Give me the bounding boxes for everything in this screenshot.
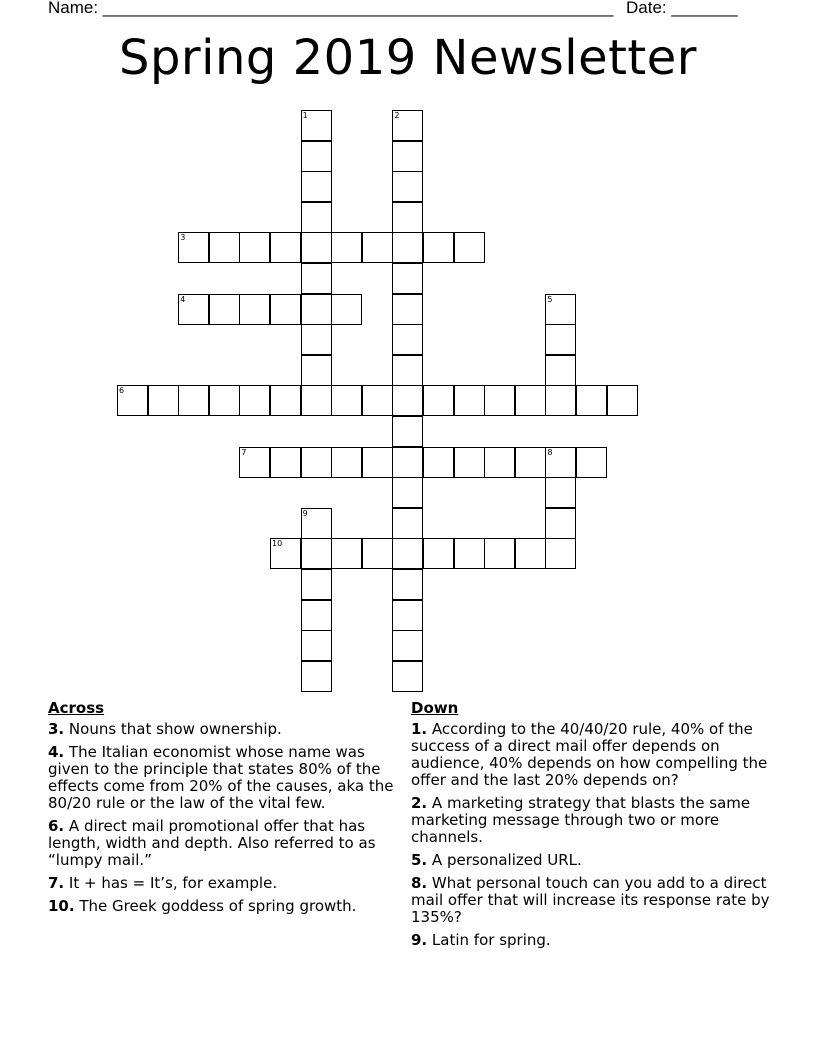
date-field[interactable]: Date: _______ [626, 0, 738, 17]
crossword-cell[interactable] [301, 324, 332, 355]
crossword-cell[interactable] [178, 232, 209, 263]
clue-text: The Italian economist whose name was given to the principle that states 80% of the effects come from 20% of the causes, aka the 80/20 rule or the law of the vital few. [48, 743, 394, 812]
cell-number: 10 [272, 539, 283, 549]
clue-text: What personal touch can you add to a direct mail offer that will increase its response rate by 135%? [411, 874, 770, 926]
clue-across-4 [48, 744, 408, 812]
crossword-cell[interactable] [454, 385, 485, 416]
crossword-cell[interactable] [454, 232, 485, 263]
crossword-cell[interactable] [301, 538, 332, 569]
crossword-cell[interactable] [239, 447, 270, 478]
crossword-cell[interactable] [545, 294, 576, 325]
crossword-cell[interactable] [331, 538, 362, 569]
crossword-cell[interactable] [301, 385, 332, 416]
crossword-cell[interactable] [178, 294, 209, 325]
crossword-cell[interactable] [545, 477, 576, 508]
crossword-cell[interactable] [392, 110, 423, 141]
crossword-cell[interactable] [270, 538, 301, 569]
crossword-cell[interactable] [545, 538, 576, 569]
crossword-cell[interactable] [454, 447, 485, 478]
clue-text: The Greek goddess of spring growth. [79, 897, 357, 915]
crossword-cell[interactable] [209, 294, 240, 325]
crossword-cell[interactable] [331, 232, 362, 263]
crossword-cell[interactable] [270, 385, 301, 416]
name-field[interactable]: Name: ______________________________________________________ [48, 0, 614, 17]
crossword-cell[interactable] [148, 385, 179, 416]
crossword-cell[interactable] [301, 171, 332, 202]
cell-number: 6 [119, 386, 125, 396]
down-clues [411, 700, 771, 955]
crossword-cell[interactable] [484, 447, 515, 478]
crossword-cell[interactable] [239, 232, 270, 263]
crossword-cell[interactable] [301, 202, 332, 233]
clue-number: 1. [411, 720, 428, 738]
across-clues [48, 700, 408, 921]
cell-number: 3 [180, 233, 186, 243]
crossword-cell[interactable] [392, 385, 423, 416]
clue-down-1 [411, 721, 771, 789]
crossword-cell[interactable] [392, 630, 423, 661]
crossword-cell[interactable] [545, 324, 576, 355]
crossword-cell[interactable] [484, 538, 515, 569]
cell-number: 1 [302, 111, 308, 120]
crossword-cell[interactable] [607, 385, 638, 416]
clue-text: It + has = It’s, for example. [68, 874, 278, 892]
crossword-cell[interactable] [545, 508, 576, 539]
crossword-cell[interactable] [423, 232, 454, 263]
crossword-cell[interactable] [117, 385, 148, 416]
clue-down-8 [411, 875, 771, 926]
cell-number: 8 [547, 447, 553, 457]
clue-number: 7. [48, 874, 65, 892]
crossword-cell[interactable] [423, 447, 454, 478]
crossword-cell[interactable] [301, 110, 332, 141]
crossword-cell[interactable] [301, 661, 332, 692]
clue-text: According to the 40/40/20 rule, 40% of the success of a direct mail offer depends on audience, 40% depends on how compelling the offer and the last 20% depends on? [411, 720, 768, 789]
crossword-cell[interactable] [392, 263, 423, 294]
crossword-cell[interactable] [392, 477, 423, 508]
page-title: Spring 2019 Newsletter [118, 30, 698, 86]
crossword-cell[interactable] [301, 569, 332, 600]
clue-number: 4. [48, 743, 65, 761]
crossword-cell[interactable] [270, 447, 301, 478]
crossword-cell[interactable] [331, 447, 362, 478]
clue-number: 2. [411, 794, 428, 812]
cell-number: 7 [241, 447, 247, 457]
crossword-cell[interactable] [392, 600, 423, 631]
crossword-cell[interactable] [270, 232, 301, 263]
crossword-cell[interactable] [270, 294, 301, 325]
crossword-cell[interactable] [545, 447, 576, 478]
clue-number: 10. [48, 897, 75, 915]
across-heading: Across [48, 699, 105, 717]
clue-text: Latin for spring. [431, 931, 551, 949]
crossword-cell[interactable] [362, 385, 393, 416]
crossword-cell[interactable] [392, 569, 423, 600]
crossword-cell[interactable] [301, 263, 332, 294]
crossword-cell[interactable] [392, 171, 423, 202]
cell-number: 5 [547, 294, 553, 304]
cell-number: 2 [394, 111, 400, 120]
crossword-cell[interactable] [484, 385, 515, 416]
crossword-cell[interactable] [392, 141, 423, 172]
crossword-cell[interactable] [423, 538, 454, 569]
clue-across-10 [48, 898, 408, 915]
crossword-cell[interactable] [239, 294, 270, 325]
crossword-cell[interactable] [392, 447, 423, 478]
clue-number: 3. [48, 720, 65, 738]
crossword-cell[interactable] [545, 385, 576, 416]
crossword-cell[interactable] [515, 385, 546, 416]
clue-text: A marketing strategy that blasts the same marketing message through two or more channels. [411, 794, 751, 846]
crossword-cell[interactable] [301, 508, 332, 539]
crossword-cell[interactable] [515, 538, 546, 569]
crossword-cell[interactable] [362, 447, 393, 478]
crossword-cell[interactable] [423, 385, 454, 416]
clue-across-6 [48, 818, 408, 869]
crossword-cell[interactable] [239, 385, 270, 416]
crossword-cell[interactable] [301, 600, 332, 631]
crossword-cell[interactable] [515, 447, 546, 478]
crossword-cell[interactable] [392, 324, 423, 355]
clue-text: Nouns that show ownership. [68, 720, 282, 738]
clue-down-9 [411, 932, 771, 949]
crossword-cell[interactable] [454, 538, 485, 569]
clue-across-3 [48, 721, 408, 738]
crossword-cell[interactable] [392, 661, 423, 692]
crossword-cell[interactable] [301, 447, 332, 478]
crossword-cell[interactable] [392, 508, 423, 539]
clue-number: 6. [48, 817, 65, 835]
crossword-cell[interactable] [362, 232, 393, 263]
clue-down-5 [411, 852, 771, 869]
clue-number: 9. [411, 931, 428, 949]
crossword-cell[interactable] [576, 385, 607, 416]
crossword-cell[interactable] [178, 385, 209, 416]
crossword-cell[interactable] [392, 355, 423, 386]
crossword-cell[interactable] [209, 232, 240, 263]
crossword-cell[interactable] [301, 355, 332, 386]
clue-text: A personalized URL. [431, 851, 582, 869]
clue-number: 8. [411, 874, 428, 892]
crossword-cell[interactable] [331, 385, 362, 416]
crossword-cell[interactable] [301, 141, 332, 172]
crossword-cell[interactable] [576, 447, 607, 478]
clue-text: A direct mail promotional offer that has length, width and depth. Also referred to as “lumpy mail.” [48, 817, 376, 869]
cell-number: 4 [180, 294, 186, 304]
crossword-cell[interactable] [392, 538, 423, 569]
crossword-cell[interactable] [392, 294, 423, 325]
crossword-cell[interactable] [392, 232, 423, 263]
crossword-cell[interactable] [362, 538, 393, 569]
crossword-cell[interactable] [301, 630, 332, 661]
down-heading: Down [411, 699, 459, 717]
crossword-cell[interactable] [301, 294, 332, 325]
clue-across-7 [48, 875, 408, 892]
clue-number: 5. [411, 851, 428, 869]
crossword-cell[interactable] [392, 202, 423, 233]
crossword-cell[interactable] [392, 416, 423, 447]
clue-down-2 [411, 795, 771, 846]
crossword-cell[interactable] [545, 355, 576, 386]
crossword-cell[interactable] [331, 294, 362, 325]
cell-number: 9 [302, 508, 308, 518]
crossword-cell[interactable] [301, 232, 332, 263]
crossword-cell[interactable] [209, 385, 240, 416]
